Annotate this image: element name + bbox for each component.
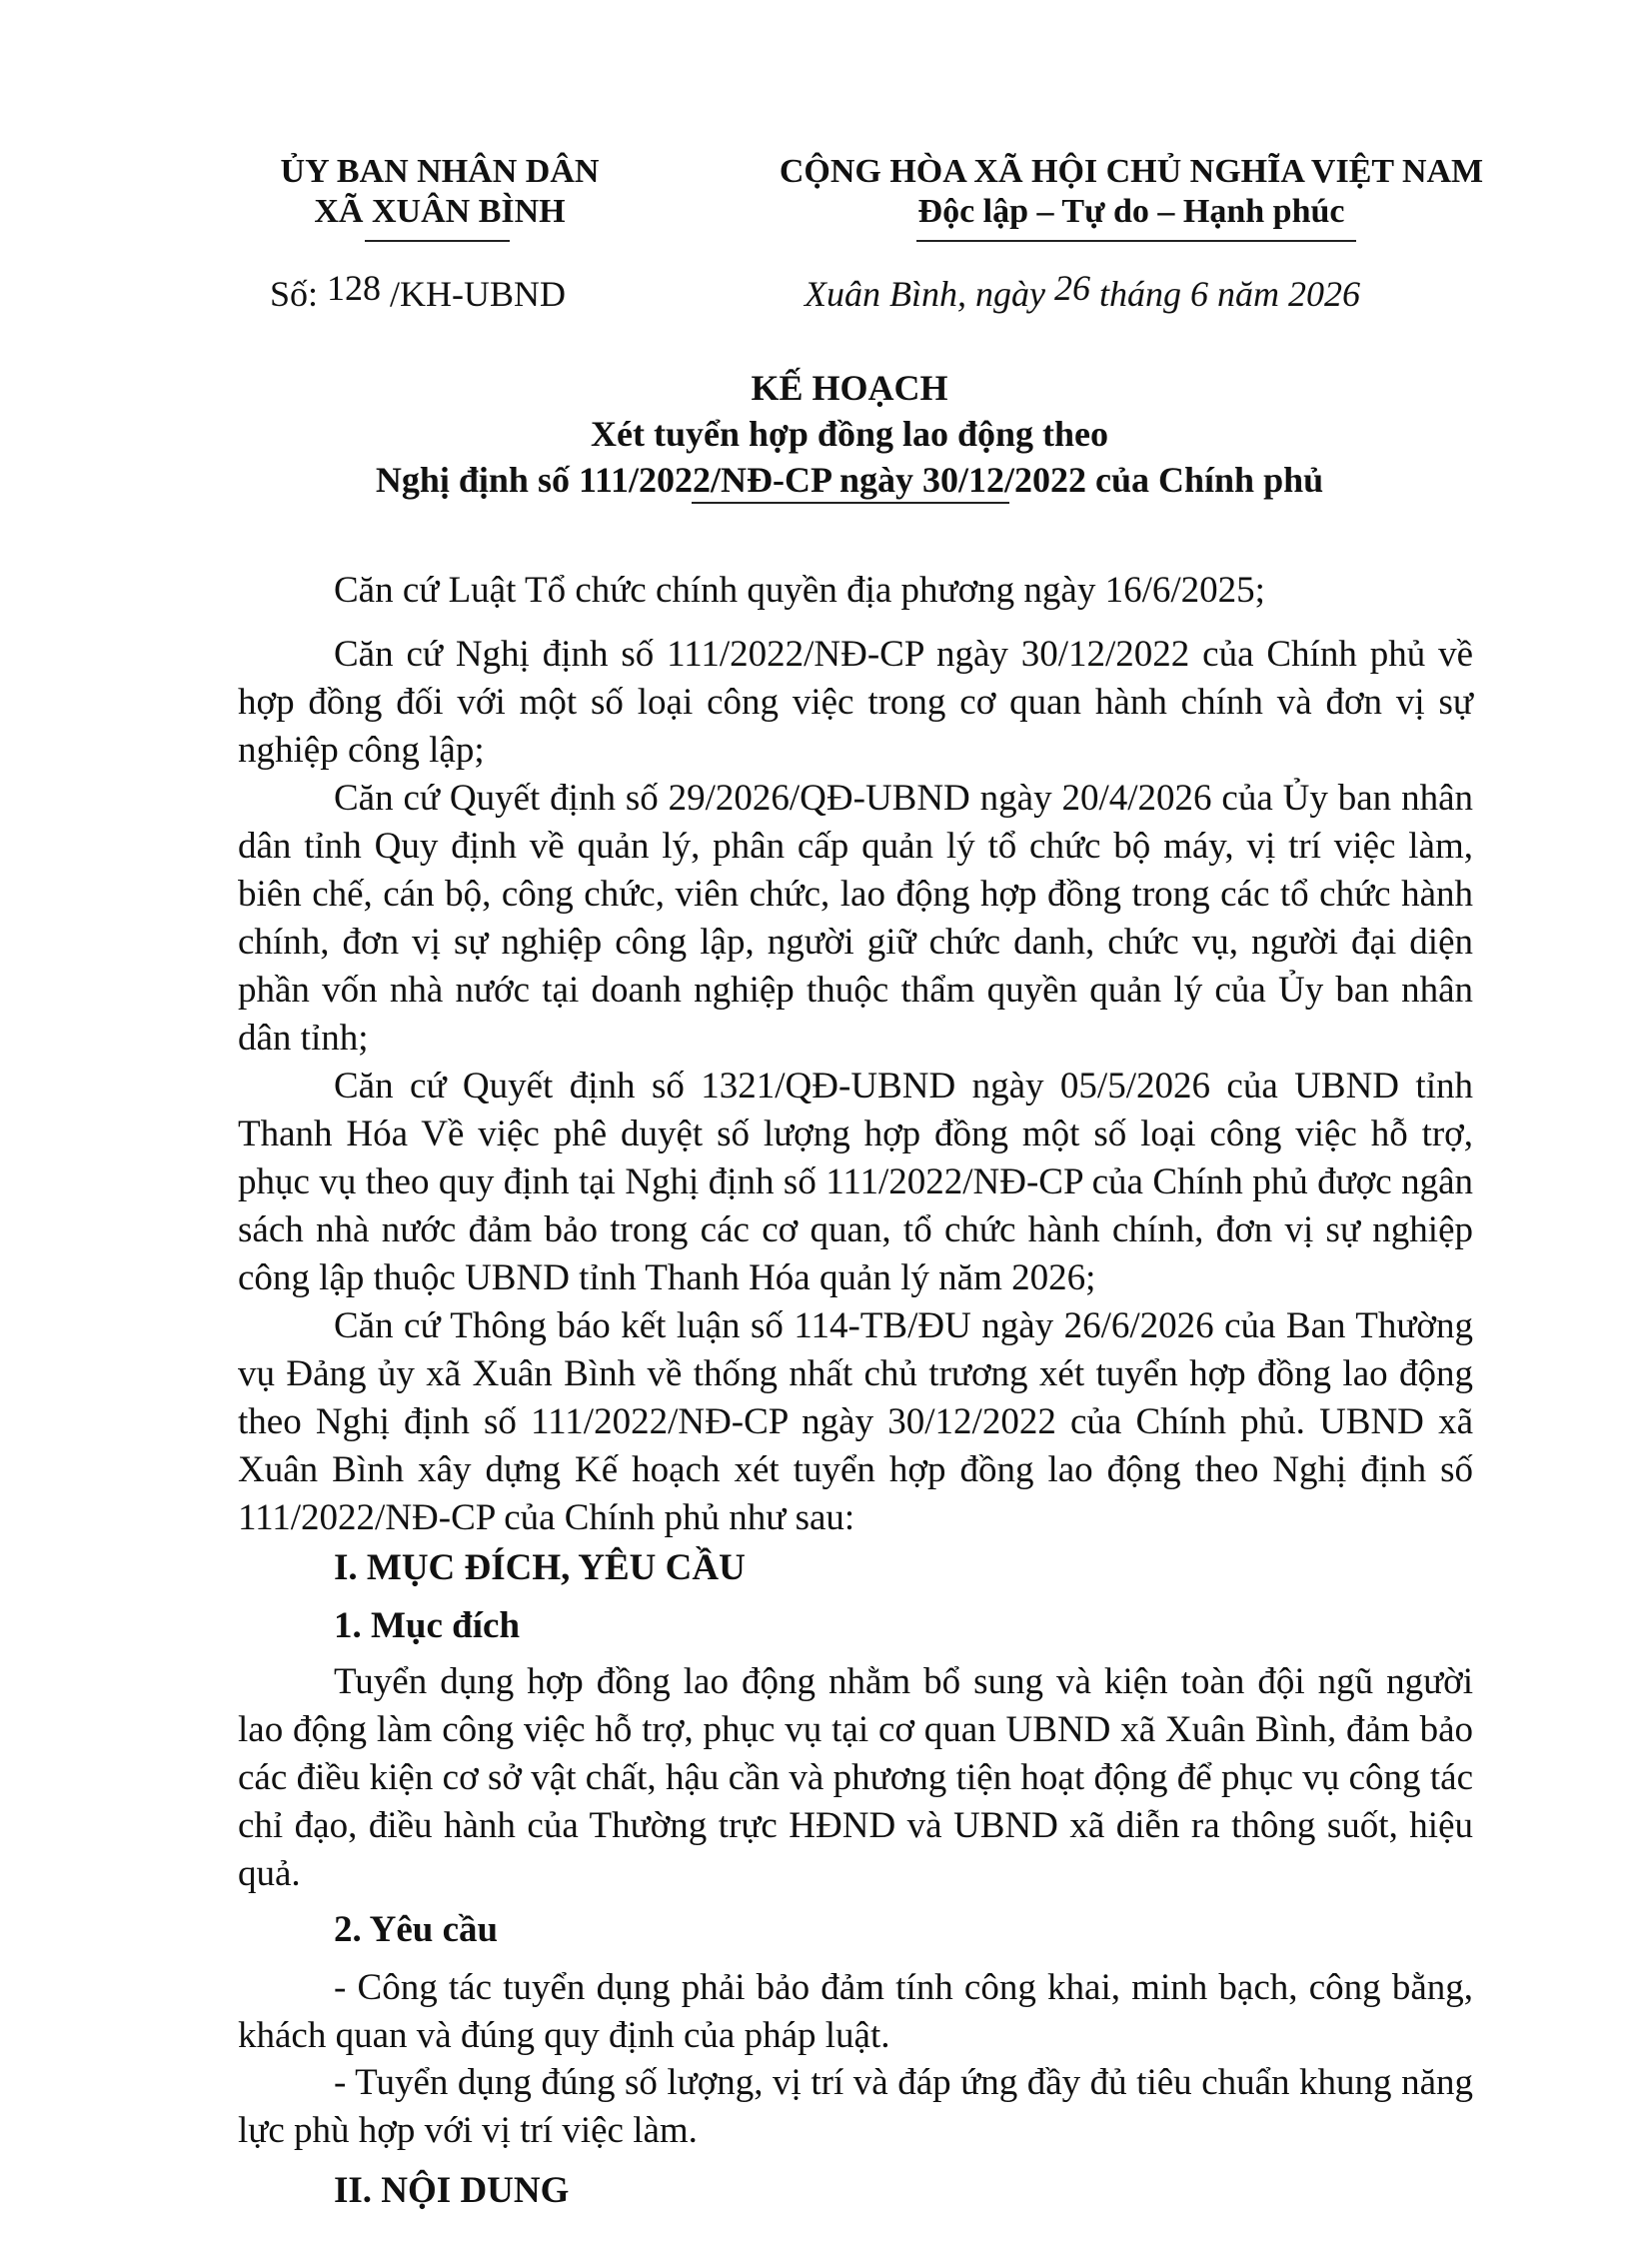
- basis-paragraph-2: Căn cứ Nghị định số 111/2022/NĐ-CP ngày 30/12/2022 của Chính phủ về hợp đồng đối với một số loại công việc trong cơ quan hành chính và đơn vị sự nghiệp công lập;: [238, 634, 1473, 771]
- document-title: [240, 365, 1459, 503]
- basis-paragraph-5: Căn cứ Thông báo kết luận số 114-TB/ĐU ngày 26/6/2026 của Ban Thường vụ Đảng ủy xã Xuân Bình về thống nhất chủ trương xét tuyển hợp đồng lao động theo Nghị định số 111/2022/NĐ-CP ngày 30/12/2022 của Chính phủ. UBND xã Xuân Bình xây dựng Kế hoạch xét tuyển hợp đồng lao động theo Nghị định số 111/2022/NĐ-CP của Chính phủ như sau:: [238, 1305, 1473, 1538]
- agency-underline: [365, 240, 510, 242]
- issue-date: [805, 268, 1360, 316]
- requirement-item-2: - Tuyển dụng đúng số lượng, vị trí và đáp ứng đầy đủ tiêu chuẩn khung năng lực phù hợp với vị trí việc làm.: [238, 2062, 1473, 2151]
- purpose-paragraph: Tuyển dụng hợp đồng lao động nhằm bổ sung và kiện toàn đội ngũ người lao động làm công việc hỗ trợ, phục vụ tại cơ quan UBND xã Xuân Bình, đảm bảo các điều kiện cơ sở vật chất, hậu cần và phương tiện hoạt động để phục vụ công tác chỉ đạo, điều hành của Thường trực HĐND và UBND xã diễn ra thông suốt, hiệu quả.: [238, 1661, 1473, 1894]
- title-underline: [692, 502, 1009, 504]
- motto-underline: [916, 240, 1356, 242]
- subsection-2-heading: 2. Yêu cầu: [334, 1909, 499, 1950]
- motto: Độc lập – Tự do – Hạnh phúc: [917, 193, 1345, 230]
- date-day: 26: [1053, 268, 1090, 308]
- document-number: [270, 268, 567, 316]
- basis-paragraph-4: Căn cứ Quyết định số 1321/QĐ-UBND ngày 05/5/2026 của UBND tỉnh Thanh Hóa Về việc phê duyệt số lượng hợp đồng một số loại công việc hỗ trợ, phục vụ theo quy định tại Nghị định số 111/2022/NĐ-CP của Chính phủ được ngân sách nhà nước đảm bảo trong các cơ quan, tổ chức hành chính, đơn vị sự nghiệp công lập thuộc UBND tỉnh Thanh Hóa quản lý năm 2026;: [238, 1066, 1473, 1298]
- requirement-item-1: - Công tác tuyển dụng phải bảo đảm tính công khai, minh bạch, công bằng, khách quan và đúng quy định của pháp luật.: [238, 1967, 1473, 2056]
- number-value: 128: [327, 268, 382, 308]
- section-2-heading: II. NỘI DUNG: [334, 2170, 570, 2211]
- agency-line-1: ỦY BAN NHÂN DÂN: [280, 153, 600, 190]
- title-line-2: Xét tuyển hợp đồng lao động theo: [590, 414, 1109, 454]
- title-line-3: Nghị định số 111/2022/NĐ-CP ngày 30/12/2022 của Chính phủ: [375, 460, 1324, 500]
- title-line-1: KẾ HOẠCH: [751, 368, 948, 408]
- basis-paragraph-3: Căn cứ Quyết định số 29/2026/QĐ-UBND ngày 20/4/2026 của Ủy ban nhân dân tỉnh Quy định về quản lý, phân cấp quản lý tổ chức bộ máy, vị trí việc làm, biên chế, cán bộ, công chức, viên chức, lao động hợp đồng trong các tổ chức hành chính, đơn vị sự nghiệp công lập, người giữ chức danh, chức vụ, người đại diện phần vốn nhà nước tại doanh nghiệp thuộc thẩm quyền quản lý của Ủy ban nhân dân tỉnh;: [238, 778, 1473, 1059]
- issuing-agency: [240, 152, 640, 232]
- national-motto: [752, 152, 1511, 232]
- number-suffix: /KH-UBND: [390, 274, 567, 314]
- section-1-heading: I. MỤC ĐÍCH, YÊU CẦU: [334, 1547, 746, 1588]
- subsection-1-heading: 1. Mục đích: [334, 1605, 521, 1646]
- country-name: CỘNG HÒA XÃ HỘI CHỦ NGHĨA VIỆT NAM: [779, 153, 1484, 190]
- date-rest: tháng 6 năm 2026: [1098, 274, 1360, 314]
- number-prefix: Số:: [270, 274, 319, 314]
- agency-line-2: XÃ XUÂN BÌNH: [314, 193, 566, 230]
- date-prefix: Xuân Bình, ngày: [805, 274, 1045, 314]
- basis-paragraph-1: Căn cứ Luật Tổ chức chính quyền địa phương ngày 16/6/2025;: [334, 570, 1265, 611]
